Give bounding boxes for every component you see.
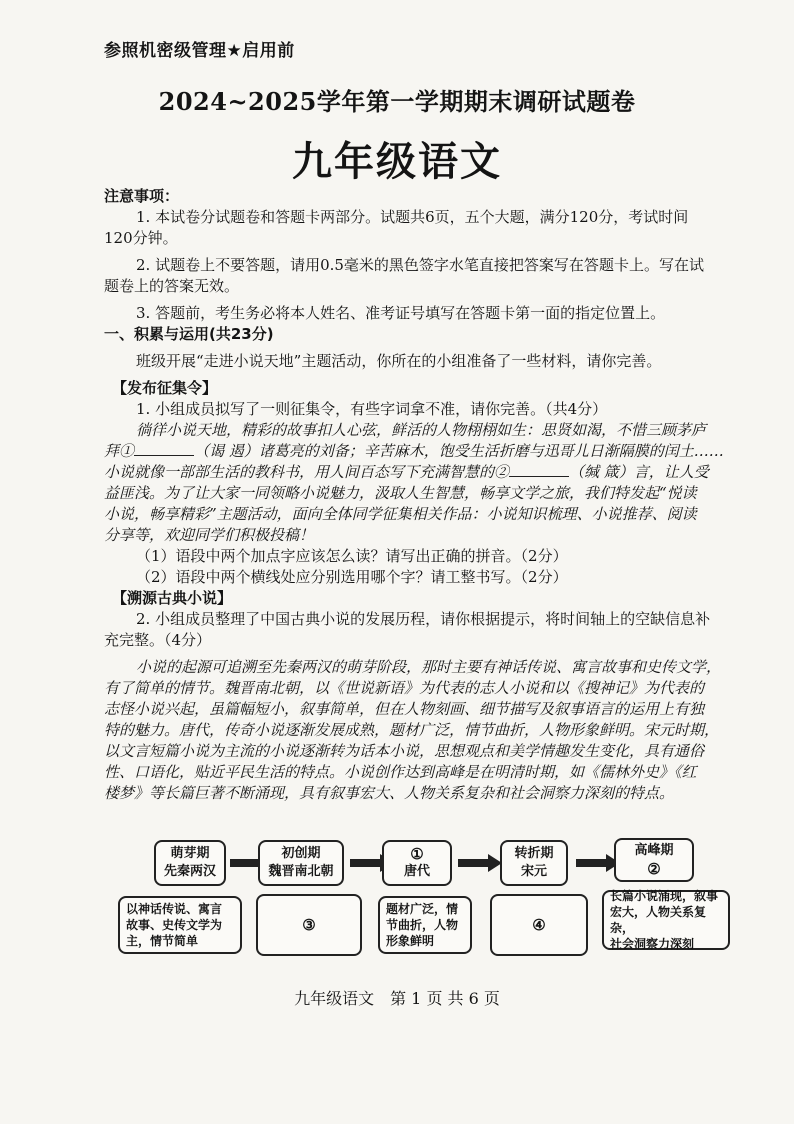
feature-5-line-1: 长篇小说涌现，叙事 — [610, 889, 719, 903]
notes-heading: 注意事项： — [104, 187, 180, 205]
stage-box-2 — [258, 840, 344, 886]
stage-2-label: 初创期 — [281, 846, 321, 861]
reading-line-1: 小说的起源可追溯至先秦两汉的萌芽阶段，那时主要有神话传说、寓言故事和史传文学， — [136, 658, 722, 676]
stage-4-period: 宋元 — [520, 864, 547, 879]
passage-line-6: 分享等，欢迎同学们积极投稿！ — [104, 526, 315, 544]
blank-2 — [509, 462, 569, 477]
part-1-title: 【发布征集令】 — [112, 379, 218, 397]
subquestion-1: （1）语段中两个加点字应该怎么读？请写出正确的拼音。（2分） — [136, 547, 568, 565]
feature-5-line-2: 宏大，人物关系复杂， — [610, 905, 707, 935]
reading-line-7: 楼梦》等长篇巨著不断涌现，具有叙事宏大、人物关系复杂和社会洞察力深刻的特点。 — [104, 784, 675, 802]
feature-5-line-3: 社会洞察力深刻 — [610, 937, 695, 951]
stage-box-5 — [614, 838, 694, 882]
subquestion-2: （2）语段中两个横线处应分别选用哪个字？请工整书写。（2分） — [136, 568, 568, 586]
reading-line-6: 性、口语化，贴近平民生活的特点。小说创作达到高峰是在明清时期，如《儒林外史》《红 — [104, 763, 697, 781]
section-1-heading: 一、积累与运用(共23分) — [104, 325, 274, 343]
note-2-line-2: 题卷上的答案无效。 — [104, 277, 240, 295]
feature-box-2 — [256, 894, 362, 956]
passage-line-4: 益匪浅。为了让大家一同领略小说魅力，汲取人生智慧，畅享文学之旅，我们特发起“悦读 — [104, 484, 697, 502]
note-1-line-2: 120分钟。 — [104, 229, 178, 247]
part-2-title: 【溯源古典小说】 — [112, 589, 233, 607]
section-1-intro: 班级开展“走进小说天地”主题活动，你所在的小组准备了一些材料，请你完善。 — [136, 352, 662, 370]
question-2-line-2: 充完整。（4分） — [104, 631, 212, 649]
reading-line-4: 特的魅力。唐代，传奇小说逐渐发展成熟，题材广泛，情节曲折，人物形象鲜明。宋元时期， — [104, 721, 720, 739]
passage-line-3: 小说就像一部部生活的教科书，用人间百态写下充满智慧的② （缄 箴）言，让人受 — [104, 463, 709, 481]
feature-3-line-1: 题材广泛，情 — [386, 902, 459, 916]
arrow-icon — [458, 854, 502, 872]
note-2-line-1: 2. 试题卷上不要答题，请用0.5毫米的黑色签字水笔直接把答案写在答题卡上。写在试 — [136, 256, 704, 274]
stage-3-blank: ① — [410, 845, 424, 863]
feature-1-line-1: 以神话传说、寓言 — [126, 902, 223, 916]
stage-3-period: 唐代 — [403, 864, 430, 879]
stage-box-1 — [154, 840, 226, 886]
feature-3-line-3: 形象鲜明 — [386, 934, 435, 948]
stage-5-blank: ② — [647, 860, 661, 878]
stage-1-period: 先秦两汉 — [163, 864, 216, 879]
exam-title: 2024~2025学年第一学期期末调研试题卷 — [158, 87, 636, 116]
passage-line-1: 徜徉小说天地，精彩的故事扣人心弦，鲜活的人物栩栩如生：思贤如渴，不惜三顾茅庐 — [136, 421, 707, 439]
reading-line-2: 有了简单的情节。魏晋南北朝，以《世说新语》为代表的志人小说和以《搜神记》为代表的 — [104, 679, 705, 697]
confidential-label: 参照机密级管理★启用前 — [104, 41, 295, 61]
feature-1-line-2: 故事、史传文学为 — [126, 918, 223, 932]
passage-line-2: 拜① （谒 遏）诸葛亮的刘备；辛苦麻木，饱受生活折磨与迅哥儿日渐隔膜的闰土…… — [104, 442, 724, 460]
stage-4-label: 转折期 — [514, 846, 554, 861]
section-1 — [0, 324, 794, 804]
question-1: 1. 小组成员拟写了一则征集令，有些字词拿不准，请你完善。（共4分） — [136, 400, 608, 418]
reading-line-5: 以文言短篇小说为主流的小说逐渐转为话本小说，思想观点和美学情趣发生变化，具有通俗 — [104, 742, 705, 760]
feature-1-line-3: 主，情节简单 — [126, 934, 199, 948]
reading-line-3: 志怪小说兴起，虽篇幅短小，叙事简单，但在人物刻画、细节描写及叙事语言的运用上有独 — [104, 700, 705, 718]
feature-box-4 — [490, 894, 588, 956]
feature-3-line-2: 节曲折，人物 — [386, 918, 459, 932]
stage-5-label: 高峰期 — [634, 843, 674, 858]
feature-box-3 — [378, 896, 472, 954]
feature-2-blank: ③ — [302, 916, 316, 934]
note-3: 3. 答题前，考生务必将本人姓名、准考证号填写在答题卡第一面的指定位置上。 — [136, 304, 666, 322]
stage-box-4 — [500, 840, 568, 886]
stage-box-3 — [382, 840, 452, 886]
note-1-line-1: 1. 本试卷分试题卷和答题卡两部分。试题共6页，五个大题，满分120分，考试时间 — [136, 208, 689, 226]
passage-line-5: 小说，畅享精彩”主题活动，面向全体同学征集相关作品：小说知识梳理、小说推荐、阅读 — [104, 505, 697, 523]
feature-box-1 — [118, 896, 242, 954]
stage-2-period: 魏晋南北朝 — [268, 864, 334, 879]
feature-4-blank: ④ — [532, 916, 546, 934]
blank-1 — [134, 441, 194, 456]
page-footer: 九年级语文 第 1 页 共 6 页 — [294, 989, 500, 1008]
feature-box-5 — [602, 890, 730, 950]
question-2-line-1: 2. 小组成员整理了中国古典小说的发展历程，请你根据提示，将时间轴上的空缺信息补 — [136, 610, 711, 628]
subject-title: 九年级语文 — [292, 139, 502, 185]
stage-1-label: 萌芽期 — [170, 846, 210, 861]
notes-block — [0, 186, 794, 324]
